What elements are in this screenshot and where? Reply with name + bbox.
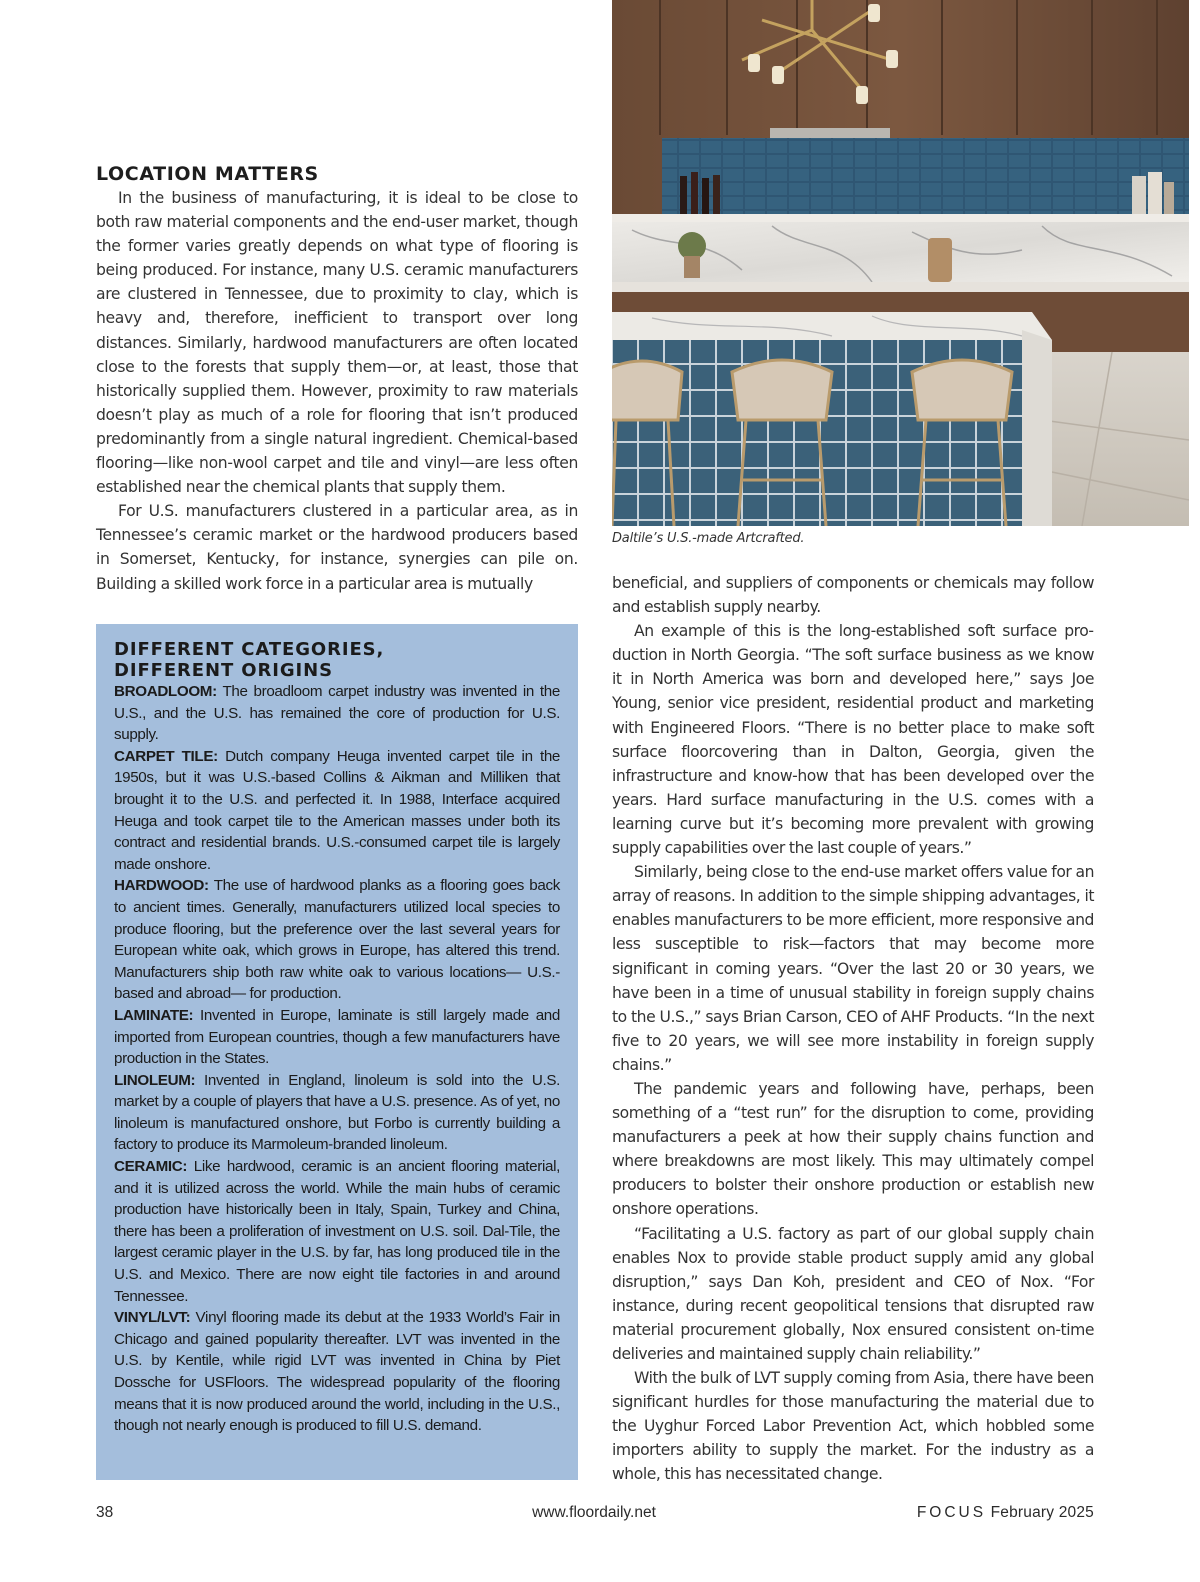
blue-tile-backsplash	[662, 138, 1189, 218]
left-column	[96, 162, 578, 596]
publication-label	[917, 1504, 1094, 1522]
sidebar-entry-carpet-tile	[114, 746, 560, 876]
entry-lead: BROADLOOM:	[114, 683, 217, 700]
sidebar-entry-laminate	[114, 1005, 560, 1070]
marble-shelf	[612, 214, 1189, 222]
paragraph: In the business of manufacturing, it is ideal to be close to both raw material components and the end-user market, though the former varies greatly depends on what type of flooring is being produced. For instance, many U.S. ceramic manufacturers are clustered in Tennessee, due to proximity to clay, which is heavy and, therefore, inefficient to transport over long distances. Similarly, hardwood manufacturers are often located close to the forests that supply them—or, at least, those that historically supplied them. However, proximity to raw materials doesn’t play as much of a role for flooring that isn’t produced predominantly from a single natural ingredient. Chemical-based flooring—like non-wool carpet and tile and vinyl—are less often established near the chemical plants that supply them.	[96, 189, 578, 497]
publication-name: FOCUS	[916, 1504, 987, 1521]
entry-text: Vinyl flooring made its debut at the 1933 World’s Fair in Chicago and gained popularity thereafter. LVT was invented in the U.S. by Kentile, while rigid LVT was invented in China by Piet Dossche for USFloors. The widespread popularity of the flooring means that it is now produced around the world, including in the U.S., though not nearly enough is produced to fill U.S. demand.	[114, 1309, 560, 1435]
entry-lead: VINYL/LVT:	[114, 1309, 191, 1327]
paragraph: beneficial, and suppliers of components or chemicals may follow and establish supply nearby.	[612, 574, 1094, 617]
left-body-text	[96, 186, 578, 596]
entry-lead: CERAMIC:	[114, 1158, 188, 1176]
sidebar-categories-box	[96, 624, 578, 1480]
entry-lead: LINOLEUM:	[114, 1071, 196, 1089]
entry-lead: LAMINATE:	[114, 1006, 194, 1024]
photo-caption: Daltile’s U.S.-made Artcrafted.	[612, 531, 805, 546]
entry-lead: CARPET TILE:	[114, 747, 218, 765]
entry-text: Invented in Europe, laminate is still largely made and imported from European countries, though a few manufacturers have production in the States.	[114, 1006, 560, 1068]
back-counter	[612, 282, 1189, 292]
entry-lead: HARDWOOD:	[114, 877, 209, 895]
right-body-text	[612, 571, 1094, 1487]
sidebar-title-line-1: DIFFERENT CATEGORIES,	[114, 639, 385, 660]
kitchen-photo	[612, 0, 1189, 526]
section-heading-location-matters: LOCATION MATTERS	[96, 163, 319, 185]
paragraph: “Facilitating a U.S. factory as part of our global supply chain enables Nox to provide stable product supply amid any global disruption,” says Dan Koh, president and CEO of Nox. “For instance, during recent geopolitical tensions that disrupted raw material procurement globally, Nox ensured consistent on-time deliveries and maintained supply chain reliability.”	[612, 1224, 1094, 1363]
entry-text: The broadloom carpet industry was invented in the U.S., and the U.S. has remained the core of production for U.S. supply.	[114, 683, 560, 744]
sidebar-title	[114, 639, 560, 681]
entry-text: Dutch company Heuga invented carpet tile in the 1950s, but it was U.S.-based Collins & Aikman and Milliken that brought it to the U.S. and perfected it. In 1988, Interface acquired Heuga and took carpet tile to the American masses under both its contract and residential brands. U.S.-consumed carpet tile is largely made onshore.	[114, 747, 561, 873]
sidebar-entry-vinyl-lvt	[114, 1307, 560, 1437]
plant	[678, 232, 706, 260]
entry-text: The use of hardwood planks as a flooring goes back to ancient times. Generally, manufacturers utilized local species to produce flooring, but the preference over the last several years for European white oak, which grows in Europe, has altered this trend. Manufacturers ship both raw white oak to various locations— U.S.-based and abroad— for production.	[114, 877, 560, 1003]
floor	[1042, 352, 1189, 526]
issue-date: February 2025	[990, 1504, 1094, 1521]
sidebar-title-line-2: DIFFERENT ORIGINS	[114, 660, 333, 681]
paragraph: An example of this is the long-established soft surface production in North Georgia. “The soft surface business as we know it in North America was born and developed here,” says Joe Young, senior vice president, residential product and marketing with Engineered Floors. “There is no better place to make soft surface floorcovering than in Dalton, Georgia, given the infrastructure and know-how that has been developed over the years. Hard surface manufacturing in the U.S. comes with a learning curve but it’s becoming more prevalent with growing supply capabilities over the last couple of years.”	[612, 622, 1094, 858]
paragraph: With the bulk of LVT supply coming from Asia, there have been significant hurdles for those manufacturing the material due to the Uyghur Forced Labor Prevention Act, which hobbled some importers ability to supply the market. For the industry as a whole, this has necessitated change.	[612, 1369, 1094, 1484]
entry-text: Invented in England, linoleum is sold into the U.S. market by a couple of players that have a U.S. presence. As of yet, no linoleum is manufactured onshore, but Forbo is currently building a factory to produce its Marmoleum-branded linoleum.	[114, 1071, 560, 1154]
right-column	[612, 571, 1094, 1487]
page-number: 38	[96, 1504, 114, 1521]
entry-text: Like hardwood, ceramic is an ancient flooring material, and it is utilized across the world. While the main hubs of ceramic production have historically been in Italy, Spain, Turkey and China, there has been a proliferation of investment on U.S. soil. Dal-Tile, the largest ceramic player in the U.S. by far, has long produced tile in the U.S. and Mexico. There are now eight tile factories in and around Tennessee.	[114, 1158, 560, 1305]
island-waterfall-edge	[1022, 330, 1052, 526]
paragraph: For U.S. manufacturers clustered in a particular area, as in Tennessee’s ceramic market or the hardwood producers based in Somerset, Kentucky, for instance, synergies can pile on. Building a skilled work force in a particular area is mutually	[96, 502, 578, 593]
paragraph: The pandemic years and following have, perhaps, been something of a “test run” for the disruption to come, providing manufacturers a peek at how their supply chains function and where breakdowns are most likely. This may ultimately compel producers to bolster their onshore production or establish new onshore operations.	[612, 1079, 1094, 1219]
paragraph: Similarly, being close to the end-use market offers value for an array of reasons. In addition to the simple shipping advantages, it enables manufacturers to be more efficient, more responsive and less susceptible to risk—factors that may become more significant in coming years. “Over the last 20 or 30 years, we have been in a time of unusual stability in foreign supply chains to the U.S.,” says Brian Carson, CEO of AHF Products. “In the next five to 20 years, we will see more instability in foreign supply chains.”	[612, 863, 1094, 1074]
sidebar-entry-broadloom	[114, 681, 560, 746]
cutting-board	[928, 238, 952, 282]
sidebar-entry-hardwood	[114, 875, 560, 1005]
footer-url-link[interactable]: www.floordaily.net	[532, 1504, 656, 1521]
sidebar-entry-linoleum	[114, 1070, 560, 1156]
sidebar-entry-ceramic	[114, 1156, 560, 1307]
